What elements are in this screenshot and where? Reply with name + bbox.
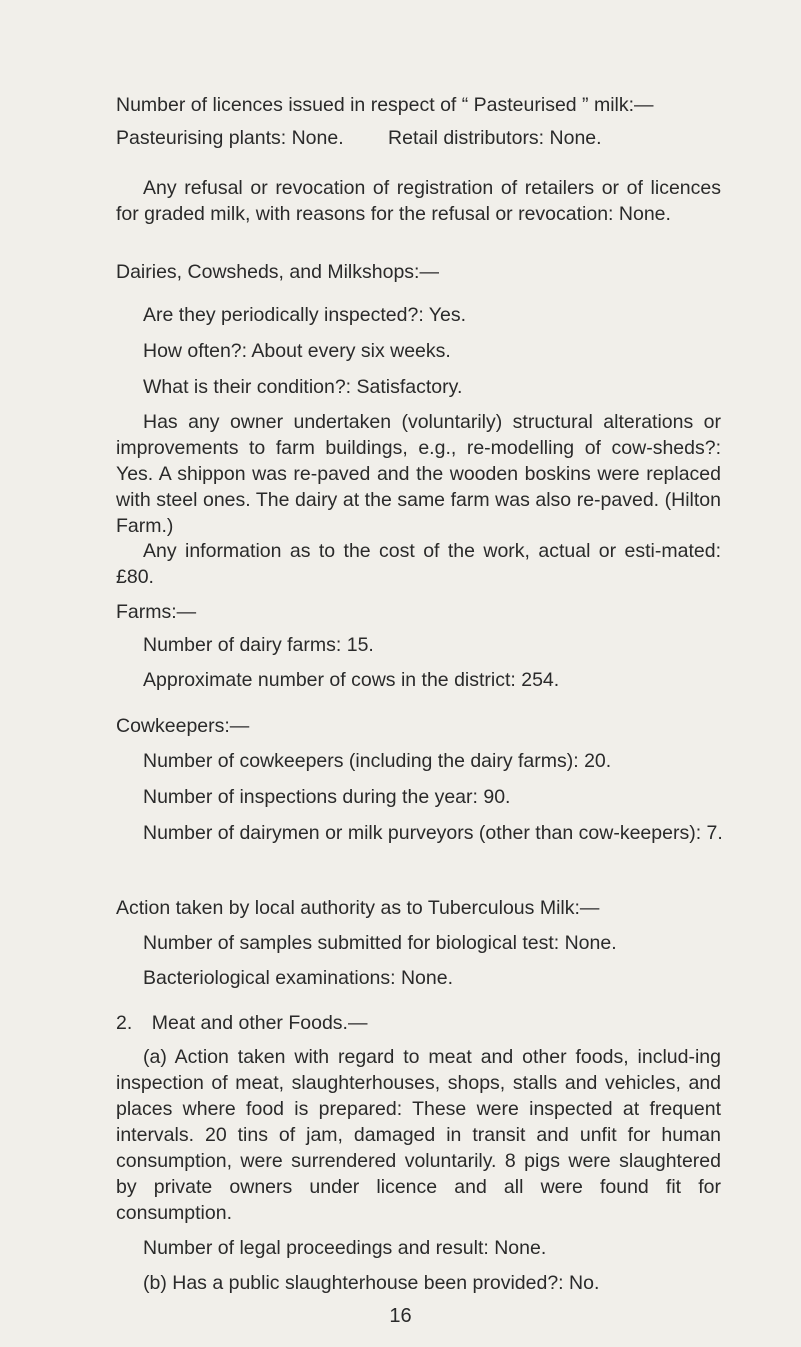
farms-heading: Farms:— bbox=[116, 601, 197, 623]
page-number: 16 bbox=[389, 1305, 412, 1327]
dairymen-paragraph: Number of dairymen or milk purveyors (other than cow-keepers): 7. bbox=[143, 822, 723, 844]
slaughterhouse-line: (b) Has a public slaughterhouse been provided?: No. bbox=[143, 1272, 600, 1294]
inspections-line: Number of inspections during the year: 90. bbox=[143, 786, 511, 808]
cowkeepers-count-line: Number of cowkeepers (including the dairy farms): 20. bbox=[143, 750, 612, 772]
condition-line: What is their condition?: Satisfactory. bbox=[143, 376, 463, 398]
how-often-line: How often?: About every six weeks. bbox=[143, 340, 451, 362]
bacteriological-line: Bacteriological examinations: None. bbox=[143, 967, 454, 989]
samples-line: Number of samples submitted for biological test: None. bbox=[143, 932, 617, 954]
alterations-paragraph: Has any owner undertaken (voluntarily) structural alterations or improvements to farm buildings, e.g., re-modelling of cow-sheds?: Yes. A shippon was re-paved and the wooden boskins were replaced with steel ones. The dairy at the same farm was also re-paved. (Hilton Farm.) bbox=[116, 411, 721, 537]
licences-heading: Number of licences issued in respect of “ Pasteurised ” milk:— bbox=[116, 94, 654, 116]
refusal-paragraph: Any refusal or revocation of registration of retailers or of licences for graded milk, with reasons for the refusal or revocation: None. bbox=[116, 177, 721, 225]
dairy-farms-line: Number of dairy farms: 15. bbox=[143, 634, 374, 656]
tuberculous-heading: Action taken by local authority as to Tuberculous Milk:— bbox=[116, 897, 600, 919]
inspected-line: Are they periodically inspected?: Yes. bbox=[143, 304, 467, 326]
cowkeepers-heading: Cowkeepers:— bbox=[116, 715, 250, 737]
dairies-heading: Dairies, Cowsheds, and Milkshops:— bbox=[116, 261, 439, 283]
pasteurising-line: Pasteurising plants: None. Retail distributors: None. bbox=[116, 127, 602, 149]
meat-heading: 2. Meat and other Foods.— bbox=[116, 1012, 368, 1034]
meat-action-paragraph: (a) Action taken with regard to meat and other foods, includ-ing inspection of meat, slaughterhouses, shops, stalls and vehicles, and places where food is prepared: These were inspected at frequent intervals. 20 tins of jam, damaged in transit and unfit for human consumption, were surrendered voluntarily. 8 pigs were slaughtered by private owners under licence and all were found fit for consumption. bbox=[116, 1046, 721, 1224]
cows-line: Approximate number of cows in the district: 254. bbox=[143, 669, 560, 691]
legal-proceedings-line: Number of legal proceedings and result: None. bbox=[143, 1237, 547, 1259]
cost-paragraph: Any information as to the cost of the work, actual or esti-mated: £80. bbox=[116, 540, 721, 588]
